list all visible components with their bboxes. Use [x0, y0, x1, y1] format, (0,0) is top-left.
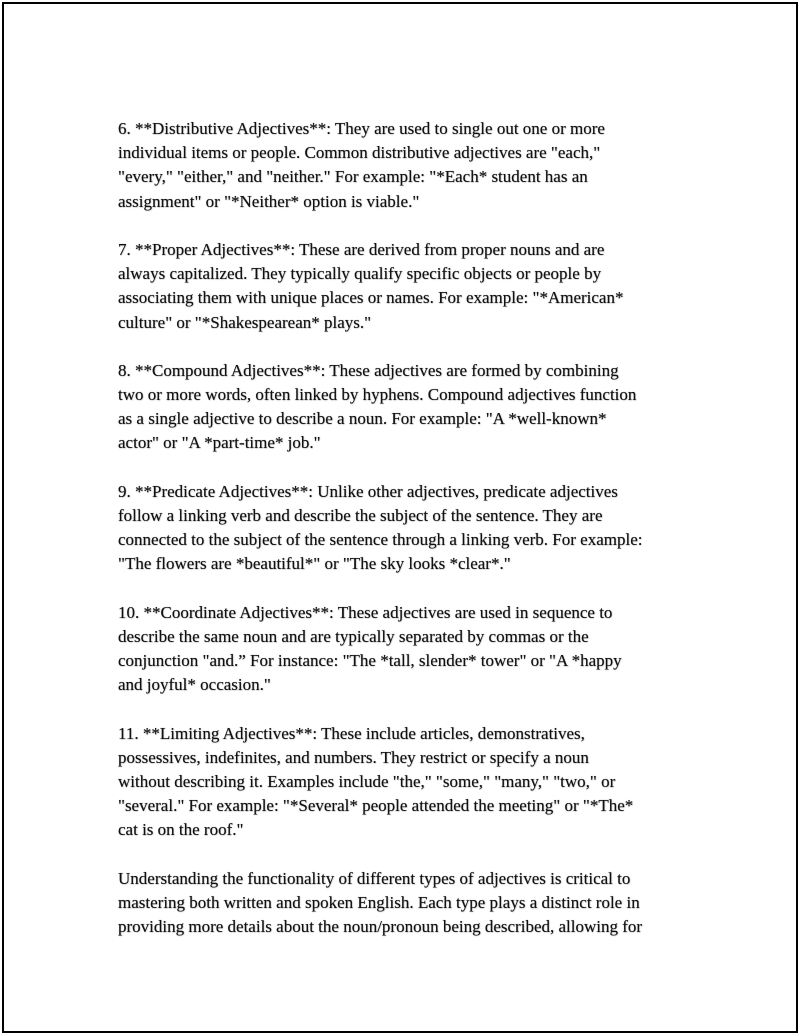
text-line: follow a linking verb and describe the subject of the sentence. They are: [118, 506, 603, 525]
text-line: and joyful* occasion.": [118, 675, 271, 695]
text-line: "several." For example: "*Several* people attended the meeting" or "*The*: [118, 796, 634, 816]
text-line: associating them with unique places or names. For example: "*American*: [118, 288, 624, 308]
text-line: actor" or "A *part-time* job.": [118, 433, 321, 453]
text-line: possessives, indefinites, and numbers. They restrict or specify a noun: [118, 747, 589, 767]
paragraph-distributive-adjectives: [118, 117, 688, 214]
paragraph-conclusion: [118, 867, 688, 940]
paragraph-proper-adjectives: [118, 238, 688, 335]
paragraph-limiting-adjectives: [118, 722, 688, 843]
paragraph-predicate-adjectives: [118, 480, 688, 577]
text-line: culture" or "*Shakespearean* plays.": [118, 312, 372, 332]
text-line: cat is on the roof.": [118, 820, 244, 840]
document-body: [118, 117, 688, 964]
paragraph-compound-adjectives: [118, 359, 688, 456]
text-line: "every," "either," and "neither." For example: "*Each* student has an: [118, 167, 588, 187]
text-line: without describing it. Examples include "the," "some," "many," "two," or: [118, 772, 616, 792]
text-line: 11. **Limiting Adjectives**: These include articles, demonstratives,: [118, 723, 585, 743]
text-line: 8. **Compound Adjectives**: These adjectives are formed by combining: [118, 360, 619, 380]
text-line: 9. **Predicate Adjectives**: Unlike other adjectives, predicate adjectives: [118, 481, 618, 501]
text-line: always capitalized. They typically qualify specific objects or people by: [118, 264, 602, 284]
text-line: 10. **Coordinate Adjectives**: These adjectives are used in sequence to: [118, 602, 613, 622]
text-line: 6. **Distributive Adjectives**: They are used to single out one or more: [118, 119, 605, 138]
text-line: individual items or people. Common distributive adjectives are "each,": [118, 143, 601, 163]
text-line: assignment" or "*Neither* option is viable.": [118, 191, 420, 211]
text-line: Understanding the functionality of different types of adjectives is critical to: [118, 868, 631, 888]
text-line: two or more words, often linked by hyphens. Compound adjectives function: [118, 385, 637, 405]
text-line: mastering both written and spoken English. Each type plays a distinct role in: [118, 893, 640, 912]
text-line: connected to the subject of the sentence through a linking verb. For example:: [118, 530, 643, 550]
text-line: providing more details about the noun/pronoun being described, allowing for: [118, 917, 643, 937]
text-line: 7. **Proper Adjectives**: These are derived from proper nouns and are: [118, 239, 605, 259]
text-line: as a single adjective to describe a noun. For example: "A *well-known*: [118, 409, 607, 429]
text-line: describe the same noun and are typically separated by commas or the: [118, 626, 589, 646]
text-line: "The flowers are *beautiful*" or "The sky looks *clear*.": [118, 554, 511, 574]
text-line: conjunction "and.” For instance: "The *tall, slender* tower" or "A *happy: [118, 651, 622, 671]
paragraph-coordinate-adjectives: [118, 601, 688, 698]
